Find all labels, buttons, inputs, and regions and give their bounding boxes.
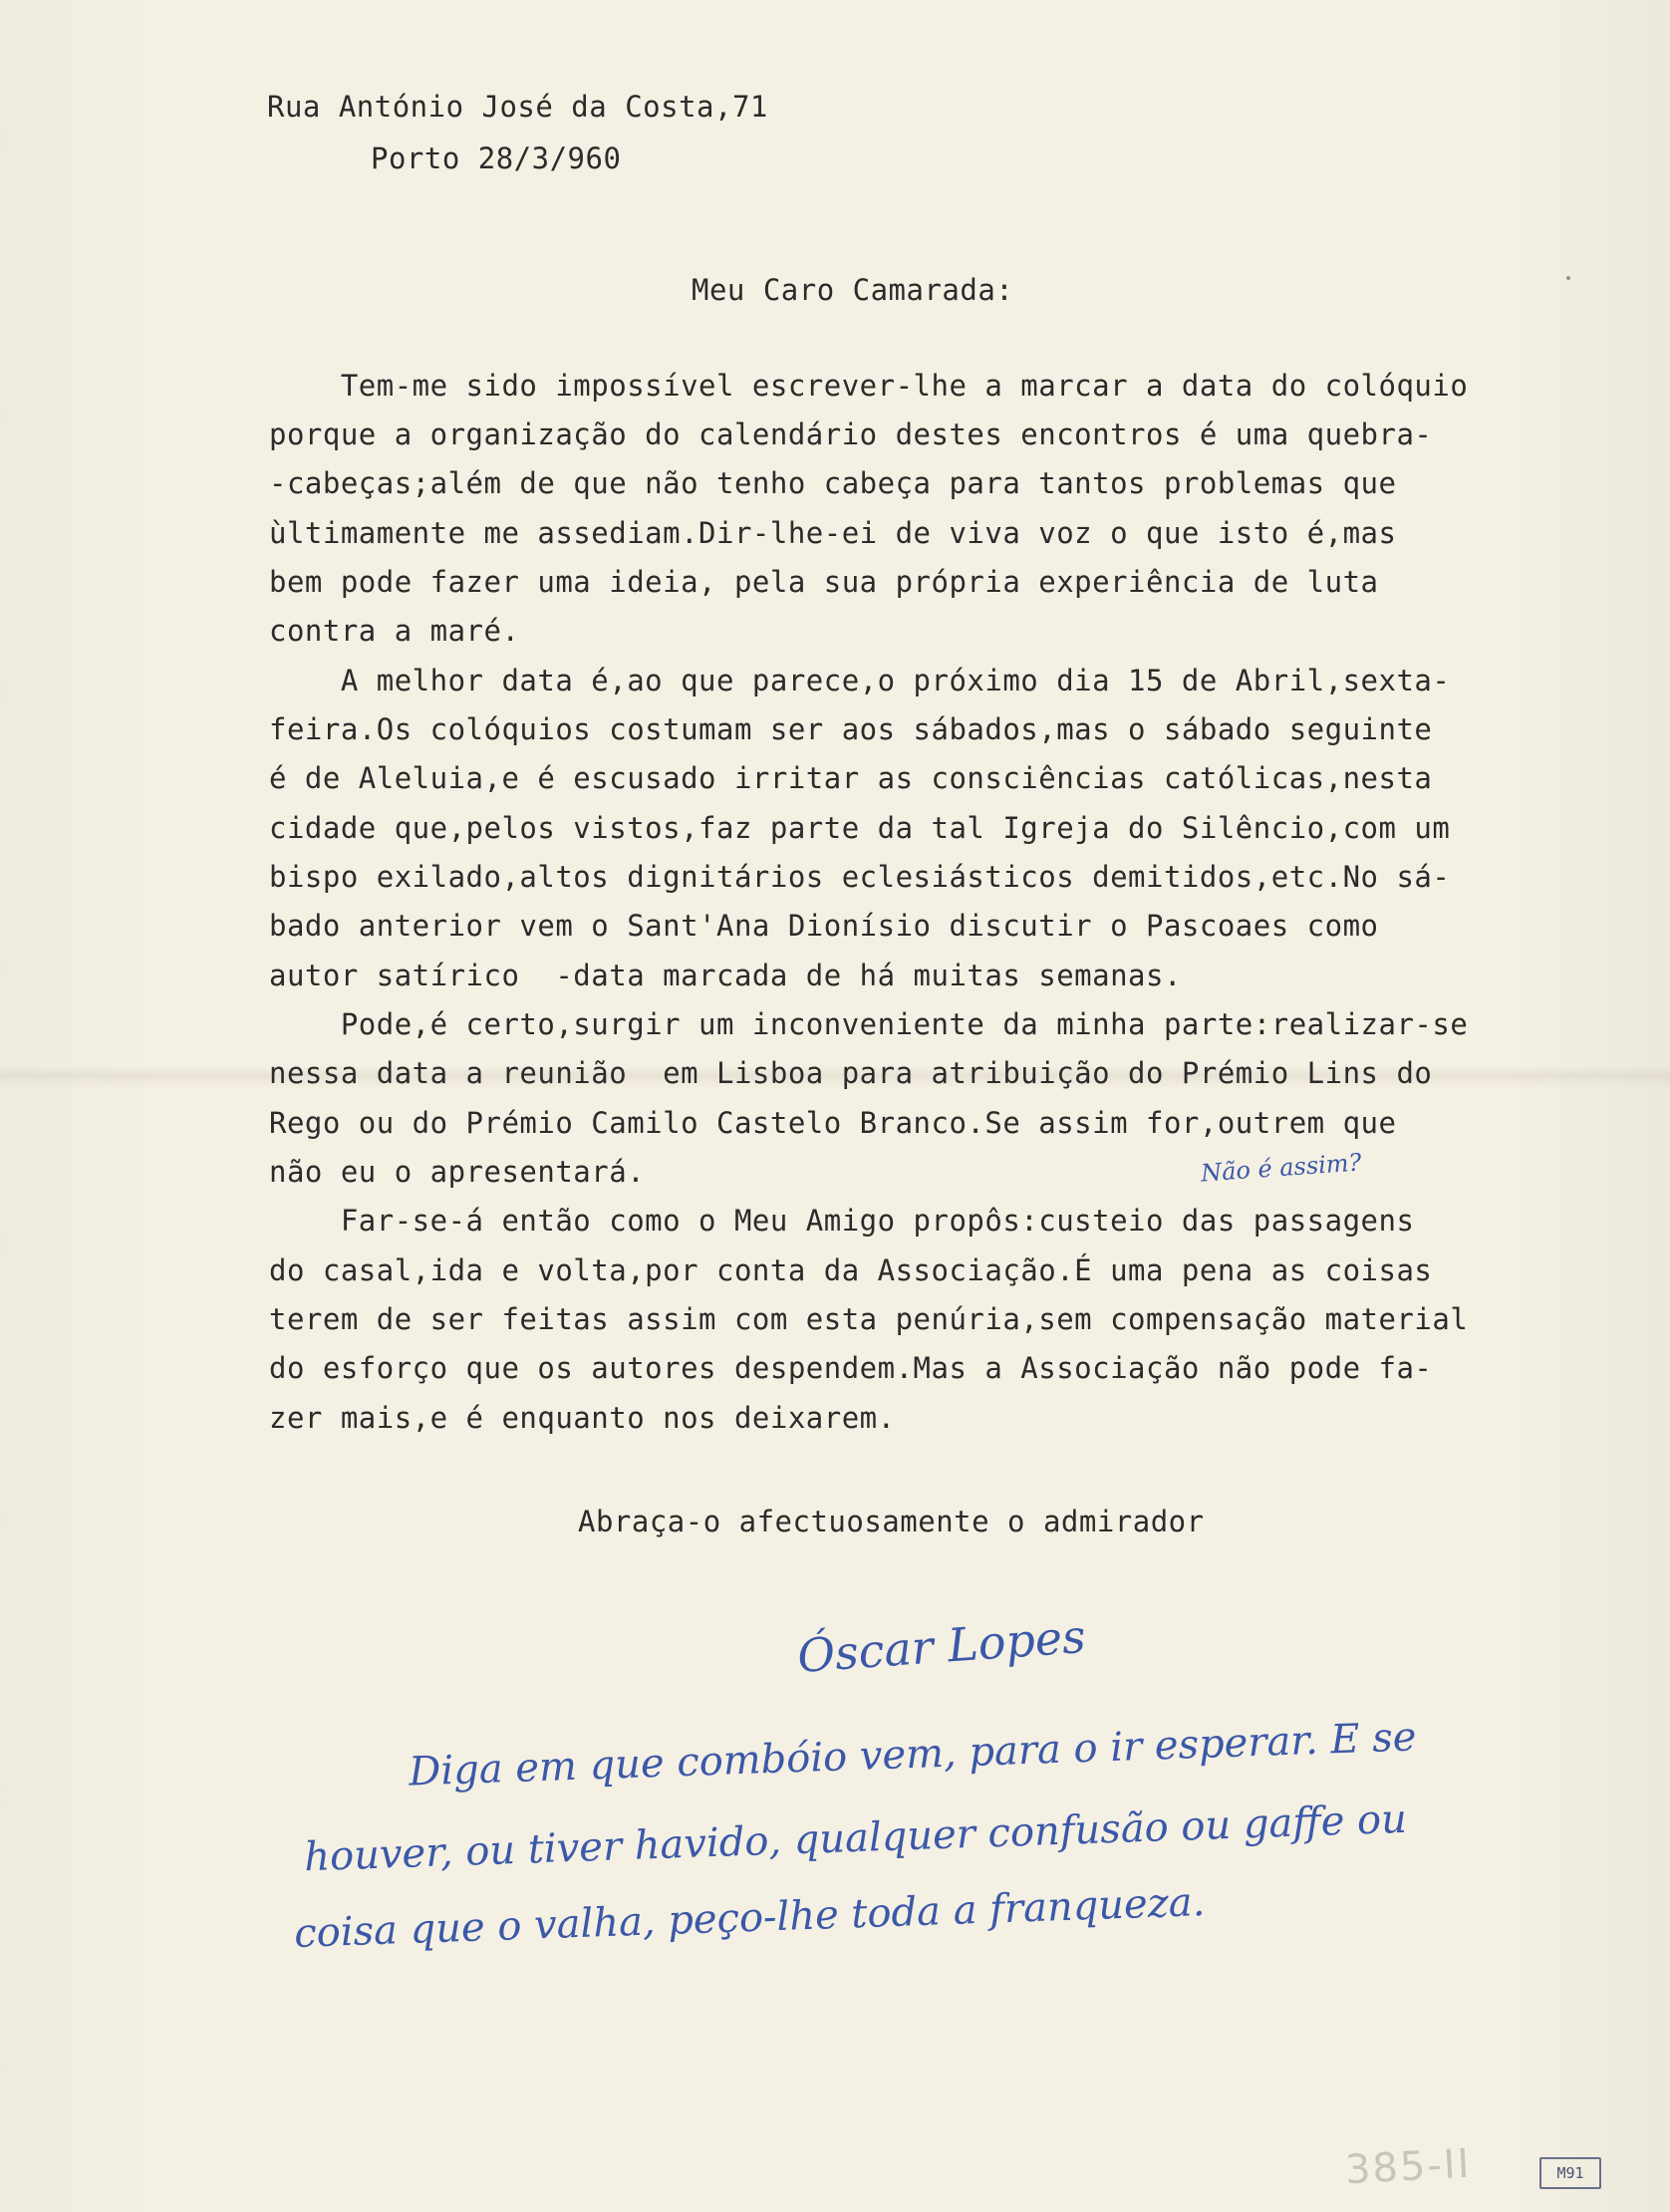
signature: Óscar Lopes	[795, 1608, 1088, 1684]
body-line: zer mais,e é enquanto nos deixarem.	[269, 1401, 896, 1435]
body-line: bispo exilado,altos dignitários eclesiásticos demitidos,etc.No sá-	[269, 860, 1451, 894]
place-date: Porto 28/3/960	[371, 141, 622, 175]
postscript-line: houver, ou tiver havido, qualquer confusão ou gaffe ou	[303, 1796, 1408, 1881]
archive-stamp: M91	[1539, 2157, 1601, 2189]
body-line: -cabeças;além de que não tenho cabeça para tantos problemas que	[269, 466, 1397, 500]
body-line: cidade que,pelos vistos,faz parte da tal Igreja do Silêncio,com um	[269, 811, 1451, 845]
paper-speck	[1566, 276, 1570, 280]
body-line: é de Aleluia,e é escusado irritar as consciências católicas,nesta	[269, 761, 1433, 795]
sender-address: Rua António José da Costa,71	[267, 90, 768, 124]
archive-pencil-mark: 385-II	[1343, 2140, 1473, 2194]
salutation: Meu Caro Camarada:	[692, 273, 1014, 307]
postscript-line: Diga em que combóio vem, para o ir esperar. E se	[408, 1714, 1418, 1796]
body-line: autor satírico -data marcada de há muitas semanas.	[269, 959, 1182, 992]
body-line: Rego ou do Prémio Camilo Castelo Branco.Se assim for,outrem que	[269, 1106, 1397, 1140]
margin-note: Não é assim?	[1200, 1148, 1363, 1188]
body-line: contra a maré.	[269, 614, 520, 648]
body-line: bado anterior vem o Sant'Ana Dionísio discutir o Pascoaes como	[269, 909, 1379, 943]
body-line: ùltimamente me assediam.Dir-lhe-ei de viva voz o que isto é,mas	[269, 516, 1397, 550]
body-line: terem de ser feitas assim com esta penúria,sem compensação material	[269, 1302, 1469, 1336]
body-line: A melhor data é,ao que parece,o próximo dia 15 de Abril,sexta-	[269, 664, 1451, 697]
body-line: Tem-me sido impossível escrever-lhe a marcar a data do colóquio	[269, 369, 1469, 403]
body-line: bem pode fazer uma ideia, pela sua própria experiência de luta	[269, 565, 1379, 599]
body-line: feira.Os colóquios costumam ser aos sábados,mas o sábado seguinte	[269, 712, 1433, 746]
body-line: Pode,é certo,surgir um inconveniente da minha parte:realizar-se	[269, 1007, 1469, 1041]
body-line: do casal,ida e volta,por conta da Associação.É uma pena as coisas	[269, 1253, 1433, 1287]
body-line: do esforço que os autores despendem.Mas a Associação não pode fa-	[269, 1351, 1433, 1385]
body-line: não eu o apresentará.	[269, 1155, 646, 1189]
letter-body	[269, 369, 1654, 1465]
body-line: nessa data a reunião em Lisboa para atribuição do Prémio Lins do	[269, 1056, 1433, 1090]
body-line: porque a organização do calendário destes encontros é uma quebra-	[269, 417, 1433, 451]
closing: Abraça-o afectuosamente o admirador	[578, 1505, 1205, 1538]
body-line: Far-se-á então como o Meu Amigo propôs:custeio das passagens	[269, 1204, 1415, 1238]
postscript-line: coisa que o valha, peço-lhe toda a franqueza.	[293, 1879, 1207, 1957]
